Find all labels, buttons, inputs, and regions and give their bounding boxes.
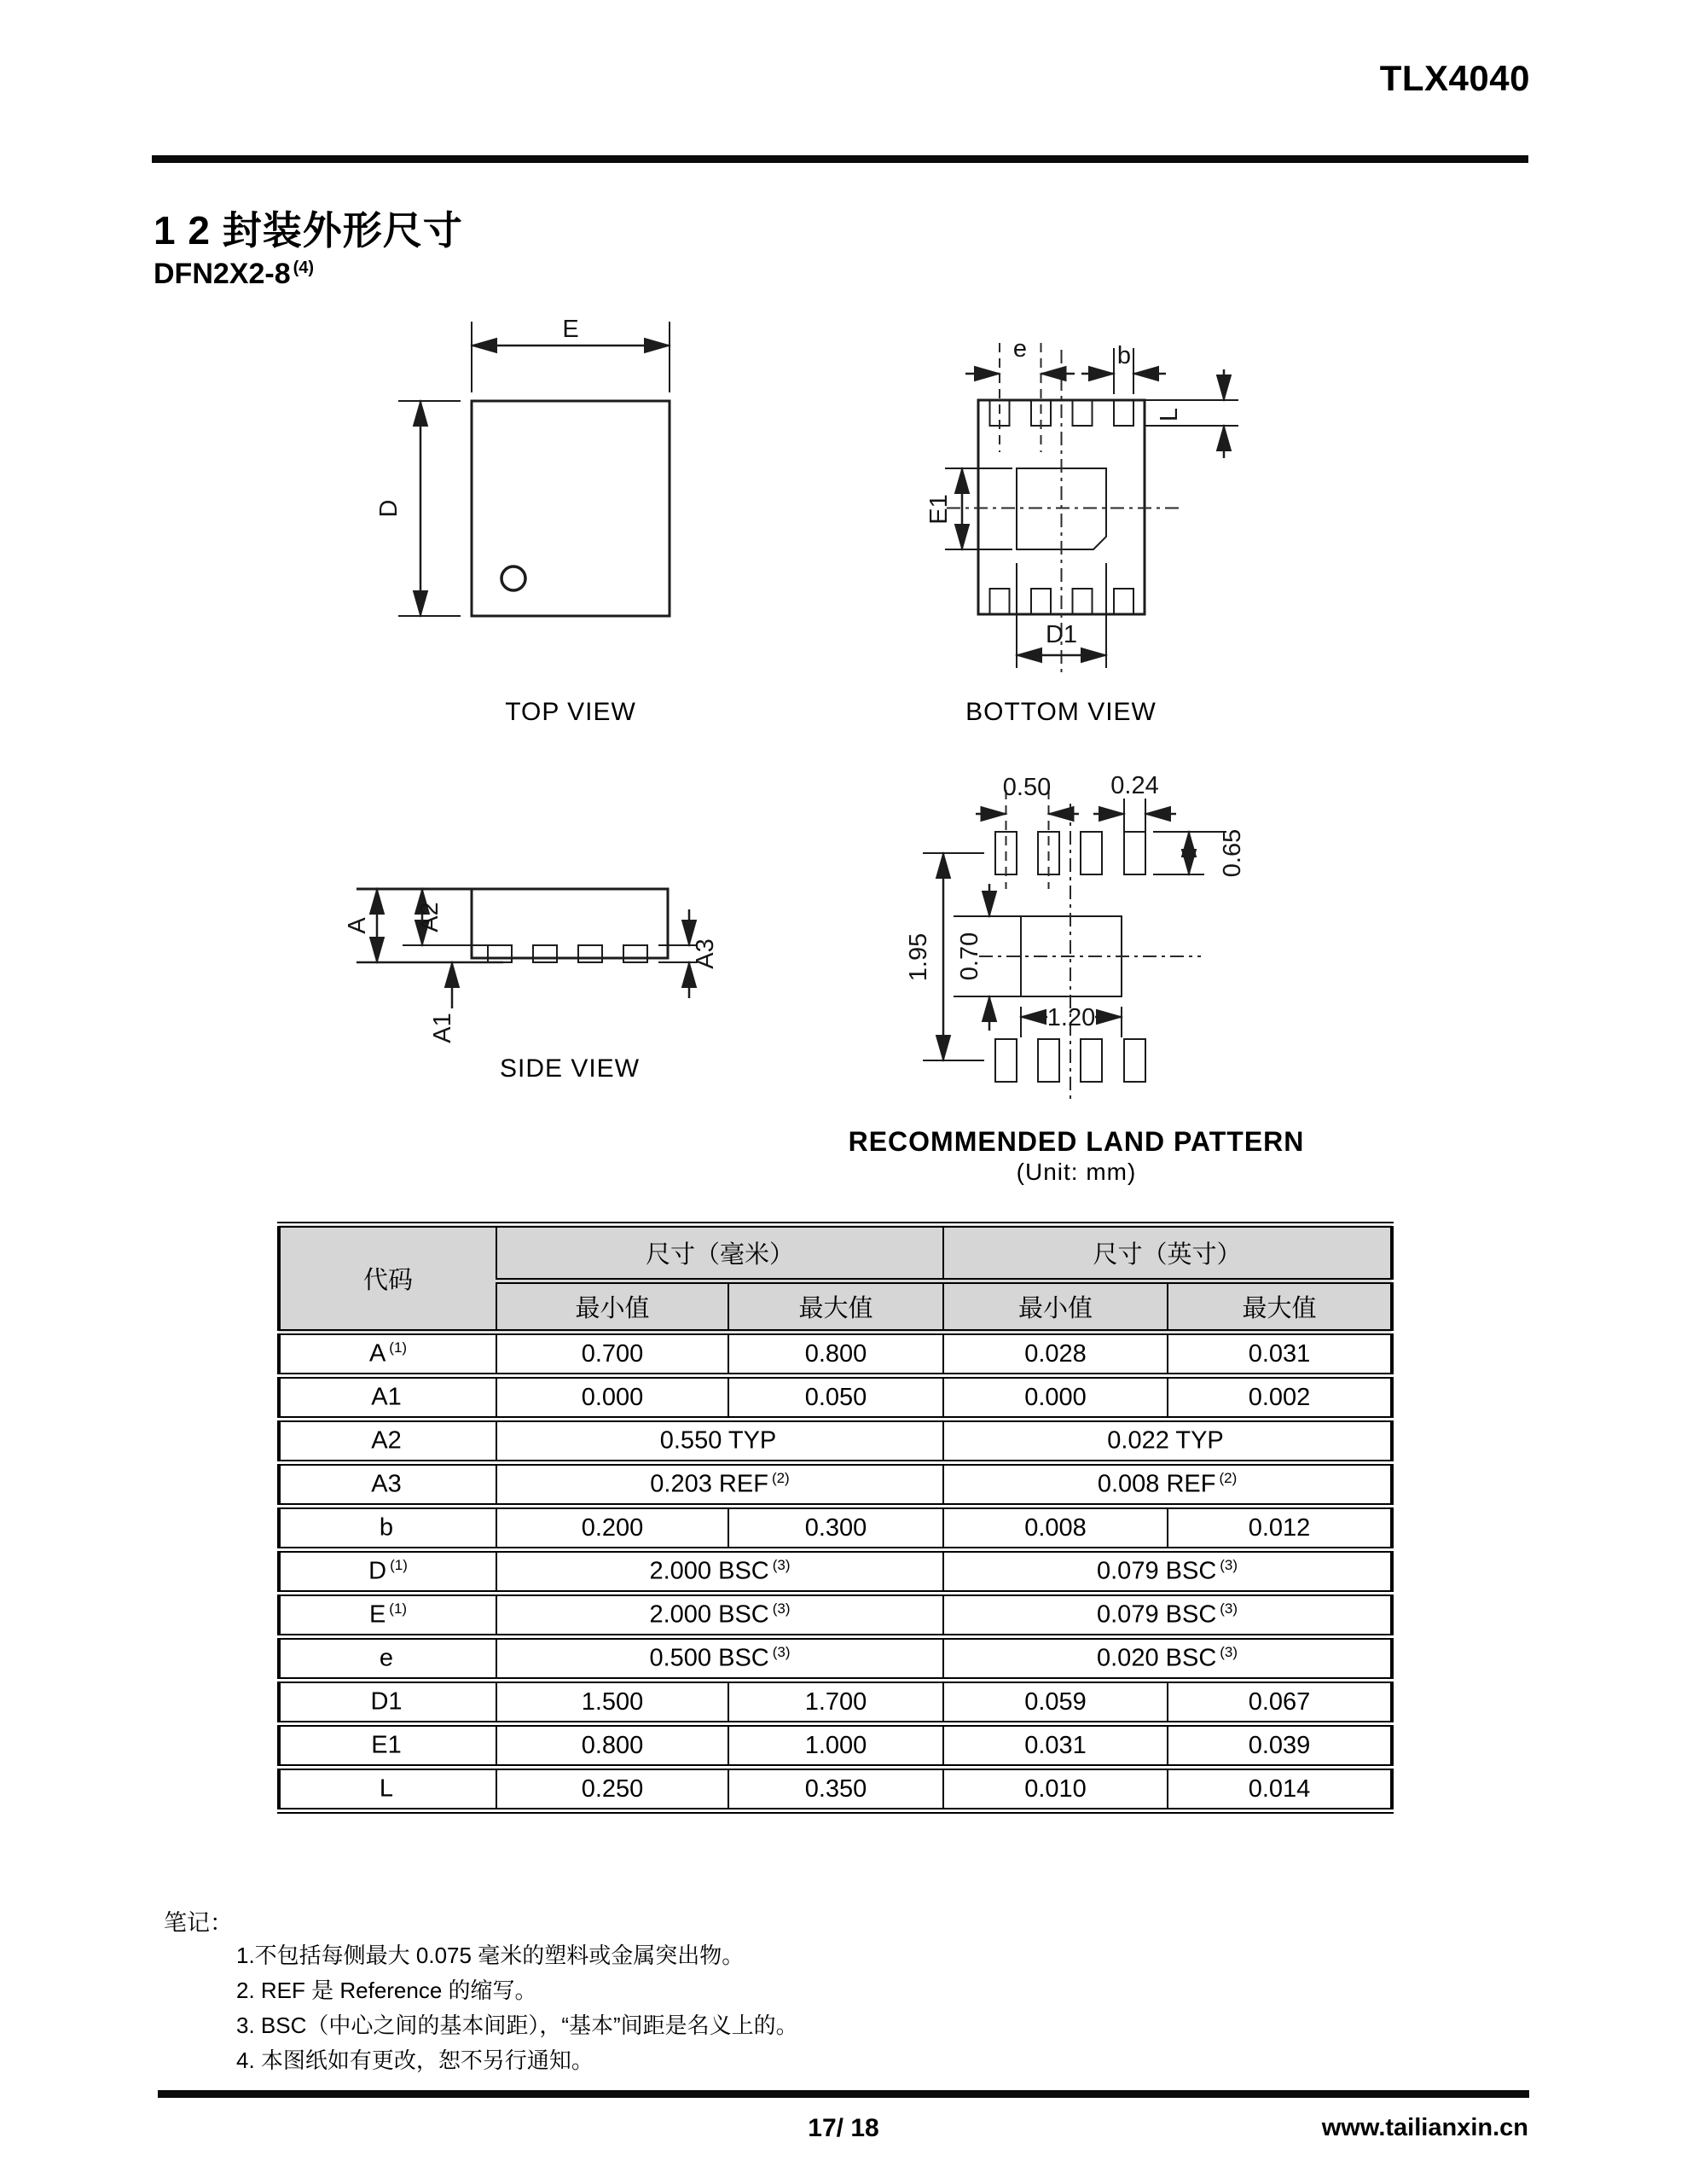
inch-value: 0.022 TYP	[943, 1420, 1392, 1463]
table-row	[279, 1463, 1392, 1507]
dimension-A	[344, 889, 377, 962]
table-row	[279, 1768, 1392, 1811]
inch-min: 0.008	[943, 1507, 1168, 1550]
dim-code: e	[279, 1637, 496, 1681]
top-view-caption: TOP VIEW	[505, 698, 636, 726]
col-header-inch: 尺寸（英寸）	[943, 1225, 1392, 1281]
mm-value: 2.000 BSC $^{(3)}$	[496, 1550, 943, 1594]
dim-code: A $^{(1)}$	[279, 1333, 496, 1376]
dimension-pitch	[976, 774, 1079, 889]
col-header-mm-max: 最大值	[728, 1281, 943, 1333]
inch-max: 0.002	[1168, 1376, 1392, 1420]
inch-value: 0.079 BSC $^{(3)}$	[943, 1550, 1392, 1594]
dim-label-row-spacing: 1.95	[905, 932, 932, 982]
dim-label-E: E	[562, 316, 579, 343]
dim-label-E1: E1	[925, 494, 953, 525]
bottom-view-drawing	[921, 299, 1330, 691]
dim-code: L	[279, 1768, 496, 1811]
mm-min: 1.500	[496, 1681, 728, 1724]
dimension-A1	[429, 962, 456, 1043]
mm-min: 0.250	[496, 1768, 728, 1811]
table-header-row-1	[279, 1225, 1392, 1281]
mm-min: 0.200	[496, 1507, 728, 1550]
dim-label-center-pad-width: 1.20	[1046, 1004, 1096, 1031]
side-view-caption: SIDE VIEW	[499, 1054, 641, 1083]
dimension-D	[375, 401, 461, 616]
mm-max: 1.700	[728, 1681, 943, 1724]
mm-value: 0.500 BSC $^{(3)}$	[496, 1637, 943, 1681]
notes-list	[236, 1938, 798, 2078]
top-view-drawing	[324, 299, 733, 708]
table-row	[279, 1681, 1392, 1724]
note-item: 4. 本图纸如有更改，恕不另行通知。	[236, 2048, 594, 2073]
dim-label-e: e	[1012, 335, 1028, 363]
dimension-b	[1081, 342, 1166, 394]
dim-label-pad-width: 0.24	[1110, 772, 1159, 799]
land-pattern-unit-note: (Unit: mm)	[1016, 1159, 1137, 1185]
table-row	[279, 1594, 1392, 1637]
col-header-code: 代码	[279, 1225, 496, 1333]
dim-code: D1	[279, 1681, 496, 1724]
note-item: 2. REF 是 Reference 的缩写。	[236, 1978, 537, 2003]
package-body-outline	[472, 889, 668, 958]
footer-rule	[158, 2090, 1529, 2098]
dim-label-pitch: 0.50	[1002, 774, 1052, 801]
dim-code: E1	[279, 1724, 496, 1768]
dim-code: D $^{(1)}$	[279, 1550, 496, 1594]
package-note-ref: (4)	[293, 258, 315, 277]
header-rule	[152, 155, 1528, 163]
package-name-text: DFN2X2-8	[154, 258, 291, 290]
website-link: www.tailianxin.cn	[1321, 2114, 1528, 2141]
inch-min: 0.059	[943, 1681, 1168, 1724]
inch-max: 0.012	[1168, 1507, 1392, 1550]
dimension-L	[1145, 369, 1238, 458]
inch-min: 0.000	[943, 1376, 1168, 1420]
table-row	[279, 1507, 1392, 1550]
table-row	[279, 1724, 1392, 1768]
inch-max: 0.067	[1168, 1681, 1392, 1724]
notes-label: 笔记：	[164, 1910, 233, 1936]
col-header-inch-min: 最小值	[943, 1281, 1168, 1333]
dim-label-D: D	[375, 499, 403, 518]
table-row	[279, 1376, 1392, 1420]
mm-max: 0.800	[728, 1333, 943, 1376]
dim-label-A3: A3	[692, 938, 719, 969]
dim-label-A2: A2	[416, 902, 443, 932]
col-header-mm: 尺寸（毫米）	[496, 1225, 943, 1281]
doc-title: TLX4040	[1379, 58, 1530, 98]
mm-max: 0.050	[728, 1376, 943, 1420]
dimension-E	[472, 316, 670, 392]
col-header-mm-min: 最小值	[496, 1281, 728, 1333]
dim-label-L: L	[1156, 407, 1183, 422]
mm-min: 0.800	[496, 1724, 728, 1768]
dimensions-table	[277, 1222, 1394, 1814]
col-header-inch-max: 最大值	[1168, 1281, 1392, 1333]
inch-value: 0.079 BSC $^{(3)}$	[943, 1594, 1392, 1637]
mm-max: 0.300	[728, 1507, 943, 1550]
table-row	[279, 1333, 1392, 1376]
mm-min: 0.700	[496, 1333, 728, 1376]
dim-label-D1: D1	[1045, 621, 1078, 648]
inch-max: 0.014	[1168, 1768, 1392, 1811]
page-number: 17/ 18	[808, 2114, 879, 2142]
table-row	[279, 1550, 1392, 1594]
dimension-pad-width	[1093, 772, 1176, 832]
inch-max: 0.031	[1168, 1333, 1392, 1376]
inch-min: 0.028	[943, 1333, 1168, 1376]
dim-label-A1: A1	[429, 1013, 456, 1043]
pin1-indicator-icon	[501, 566, 525, 590]
mm-value: 0.550 TYP	[496, 1420, 943, 1463]
inch-value: 0.020 BSC $^{(3)}$	[943, 1637, 1392, 1681]
dim-label-A: A	[344, 917, 371, 934]
dim-label-pad-height: 0.65	[1219, 828, 1246, 878]
package-name	[154, 258, 314, 291]
inch-min: 0.010	[943, 1768, 1168, 1811]
mm-value: 2.000 BSC $^{(3)}$	[496, 1594, 943, 1637]
inch-min: 0.031	[943, 1724, 1168, 1768]
dim-code: E $^{(1)}$	[279, 1594, 496, 1637]
table-row	[279, 1420, 1392, 1463]
note-item: 3. BSC（中心之间的基本间距），“基本”间距是名义上的。	[236, 2013, 798, 2038]
mm-max: 0.350	[728, 1768, 943, 1811]
dim-code: A1	[279, 1376, 496, 1420]
dim-label-center-pad-height: 0.70	[956, 932, 983, 981]
table-row	[279, 1637, 1392, 1681]
dim-code: b	[279, 1507, 496, 1550]
inch-value: 0.008 REF $^{(2)}$	[943, 1463, 1392, 1507]
dimension-A2	[416, 889, 443, 945]
section-title: 1 2 封装外形尺寸	[154, 208, 463, 253]
mm-value: 0.203 REF $^{(2)}$	[496, 1463, 943, 1507]
dim-code: A2	[279, 1420, 496, 1463]
land-pattern-caption: RECOMMENDED LAND PATTERN	[848, 1126, 1305, 1157]
dim-code: A3	[279, 1463, 496, 1507]
land-pattern-drawing	[904, 759, 1348, 1118]
dimension-pad-height	[1153, 829, 1246, 877]
note-item: 1.不包括每侧最大 0.075 毫米的塑料或金属突出物。	[236, 1943, 745, 1968]
mm-min: 0.000	[496, 1376, 728, 1420]
side-view-drawing	[324, 853, 768, 1054]
bottom-view-caption: BOTTOM VIEW	[965, 698, 1157, 726]
mm-max: 1.000	[728, 1724, 943, 1768]
dim-label-b: b	[1116, 342, 1132, 369]
inch-max: 0.039	[1168, 1724, 1392, 1768]
